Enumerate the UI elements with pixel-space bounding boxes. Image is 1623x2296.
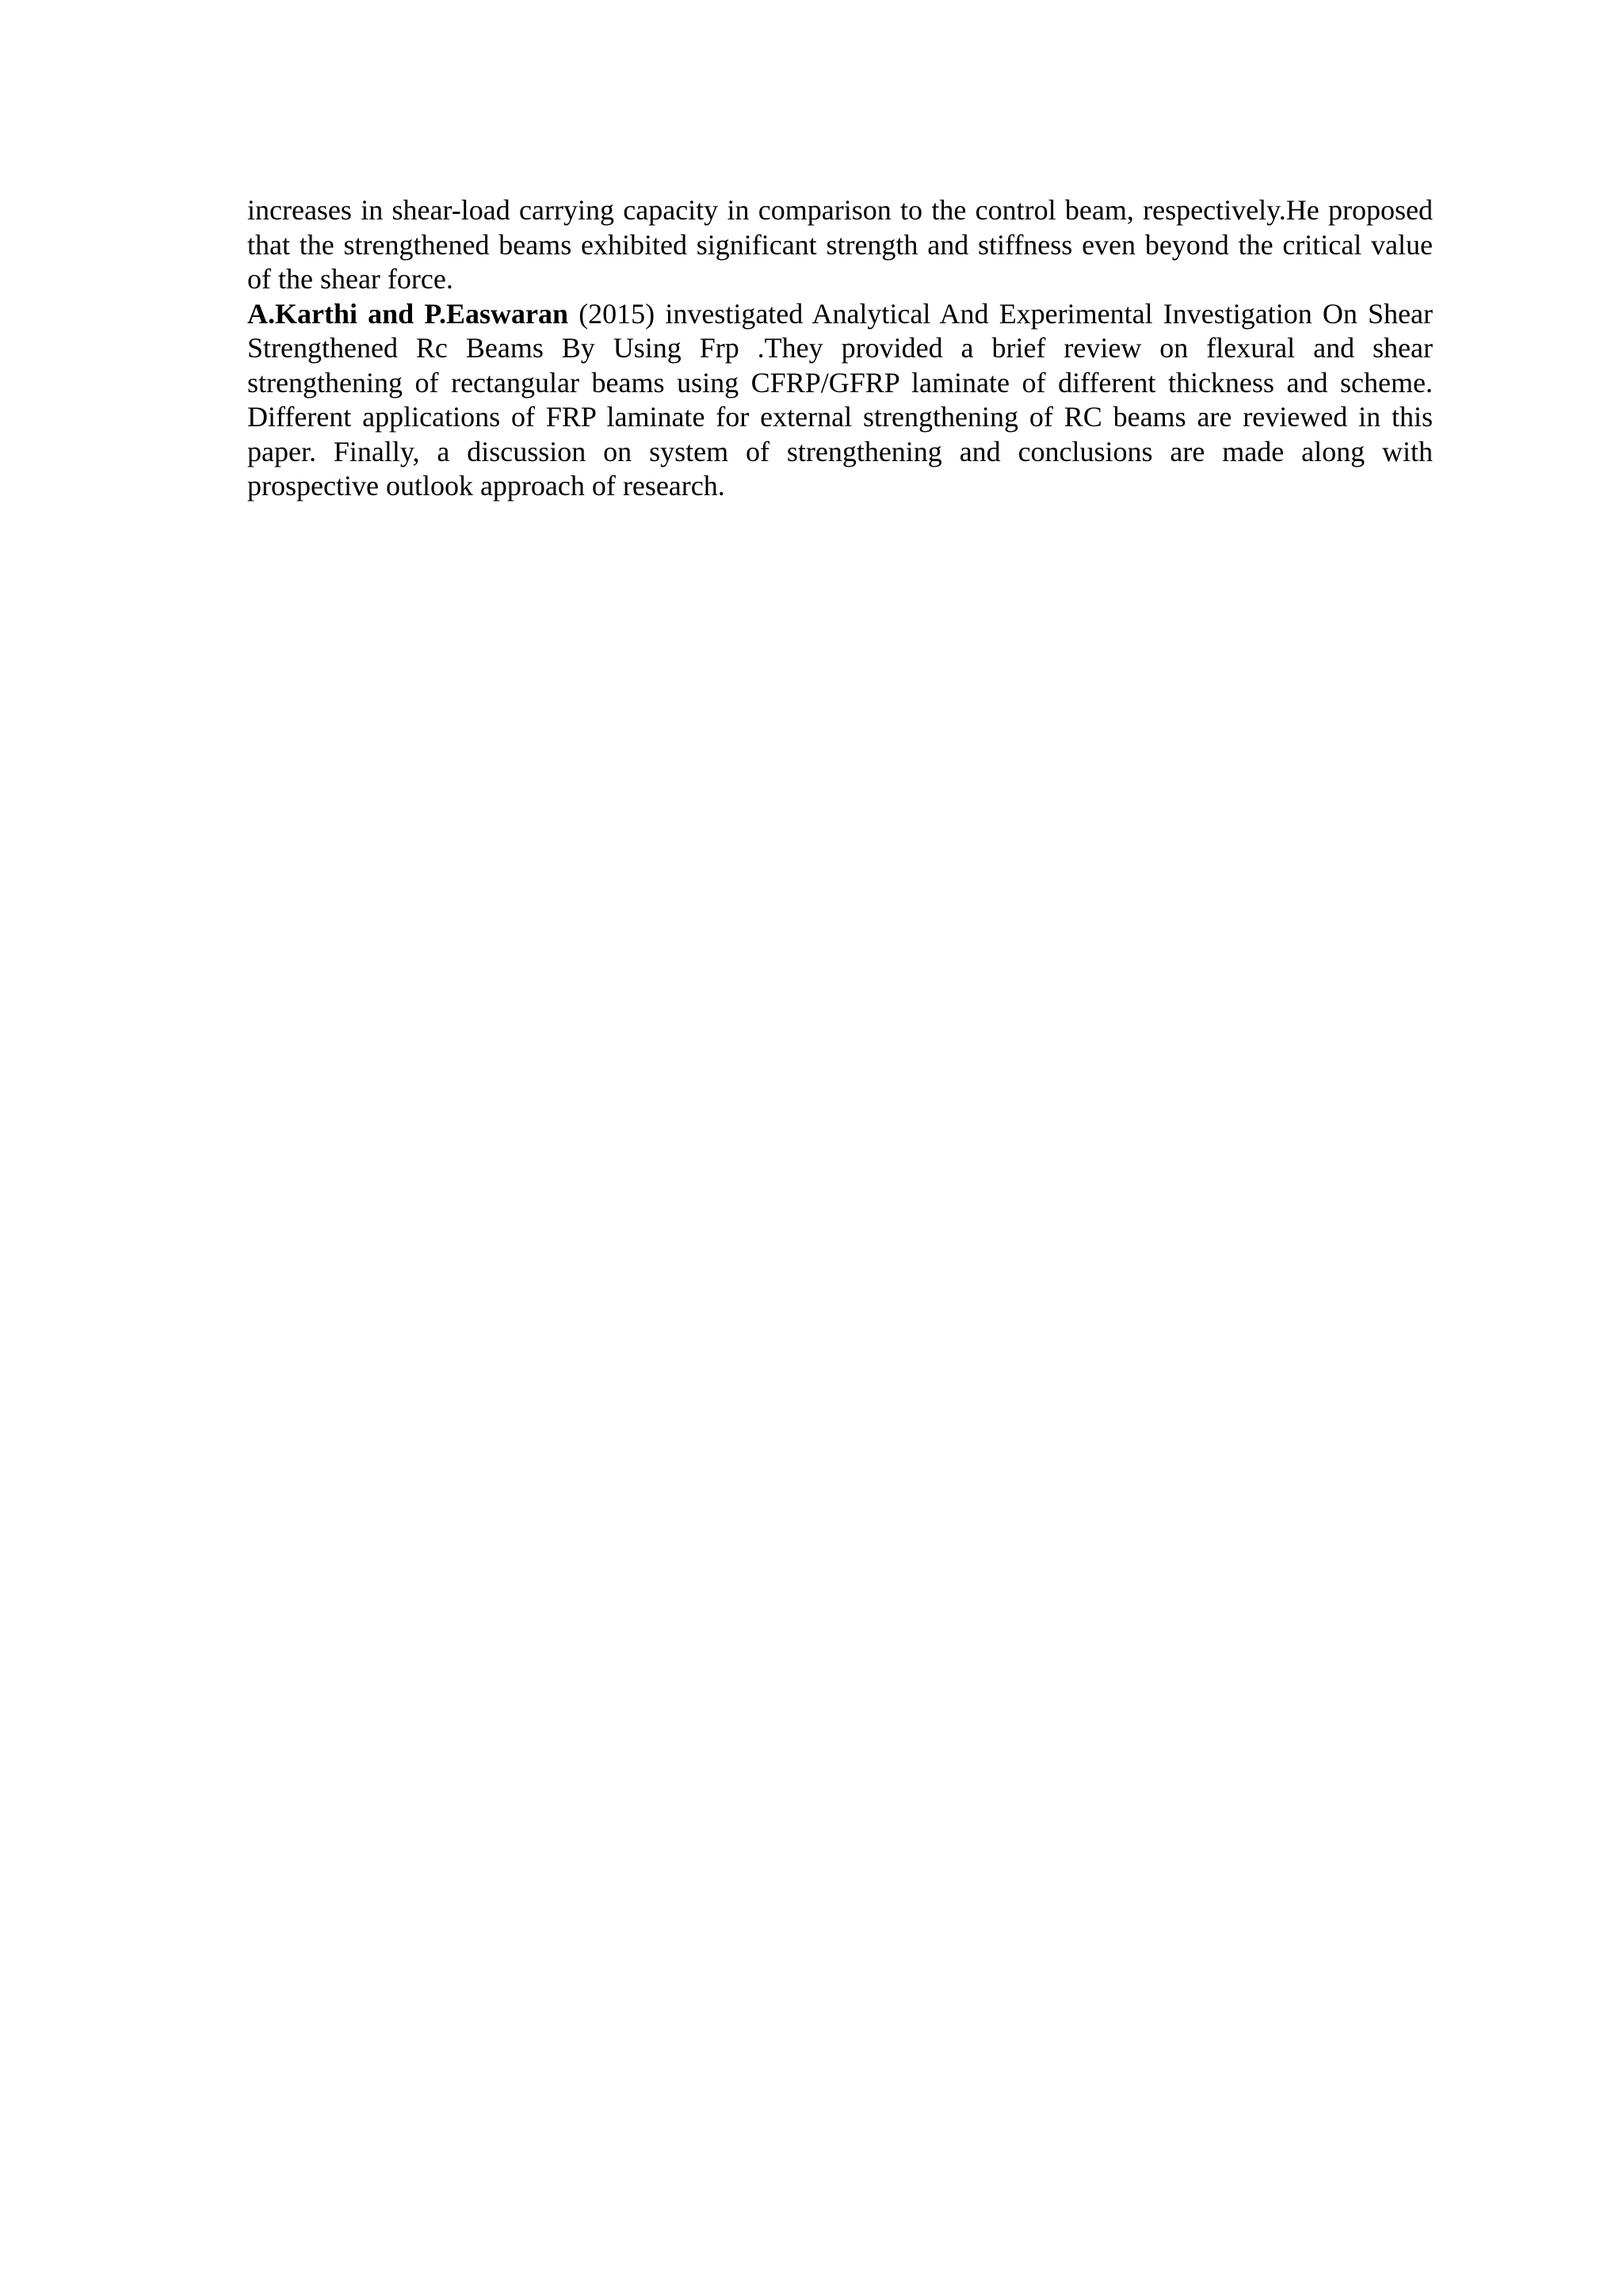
paragraph-body: (2015) investigated Analytical And Experimental Investigation On Shear Strengthened Rc Beams By Using Frp .They provided a brief review on flexural and shear strengthening of rectangular beams using CFRP/GFRP laminate of different thickness and scheme. Different applications of FRP laminate for external strengthening of RC beams are reviewed in this paper. Finally, a discussion on system of strengthening and conclusions are made along with prospective outlook approach of research. bbox=[247, 297, 1433, 502]
body-text bbox=[247, 193, 1433, 504]
paragraph-literature-review bbox=[247, 297, 1433, 504]
paragraph-authors: A.Karthi and P.Easwaran bbox=[247, 297, 569, 330]
paragraph-continuation: increases in shear-load carrying capacity in comparison to the control beam, respectively.He proposed that the strengthened beams exhibited significant strength and stiffness even beyond the critical value of the shear force. bbox=[247, 194, 1433, 295]
